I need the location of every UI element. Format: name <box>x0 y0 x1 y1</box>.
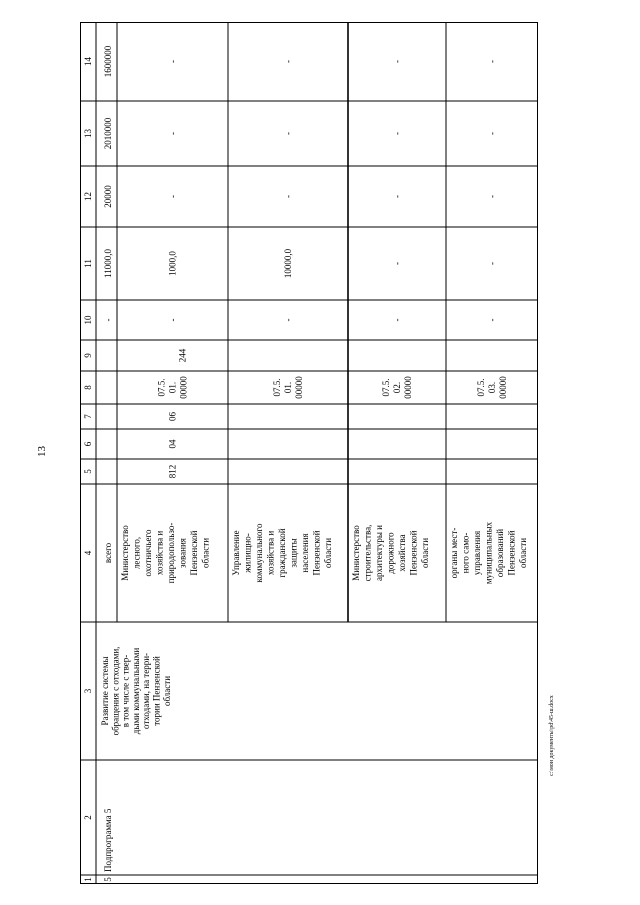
total-label: всего <box>103 542 113 564</box>
executor-col11-3: - <box>392 262 402 265</box>
executor-col7-1: 06 <box>167 412 178 421</box>
column-header-8: 8 <box>83 385 93 390</box>
executor-name-3: Министерство <box>351 525 361 581</box>
executor-name-4: ного само- <box>460 532 471 574</box>
program-name: Подпрограмма 5 <box>103 808 113 872</box>
column-header-7: 7 <box>83 414 93 419</box>
program-description: дыми коммунальными <box>130 647 141 735</box>
executor-name-4: образований <box>495 528 505 578</box>
executor-col6-1: 04 <box>167 439 178 449</box>
file-path-footer: c:\мои документы\pd\45-ш.docx <box>549 695 555 776</box>
executor-col13-2: - <box>283 132 293 135</box>
column-header-4: 4 <box>83 550 93 556</box>
executor-code-4: 07.5. <box>476 378 486 397</box>
column-header-3: 3 <box>83 688 93 694</box>
executor-code-1: 00000 <box>178 376 189 399</box>
executor-col12-3: - <box>392 195 402 198</box>
executor-code-1: 01. <box>167 381 178 394</box>
executor-name-2: гражданской <box>277 528 287 578</box>
program-description: обращения с отходами, <box>110 646 121 736</box>
executor-name-4: муниципальных <box>483 521 494 585</box>
executor-col12-1: - <box>167 195 178 198</box>
executor-col13-4: - <box>487 132 497 135</box>
executor-code-2: 07.5. <box>272 378 282 397</box>
executor-col10-4: - <box>487 318 497 322</box>
column-header-9: 9 <box>83 353 93 358</box>
column-header-6: 6 <box>83 441 93 447</box>
executor-name-2: области <box>323 537 333 569</box>
executor-name-3: дорожного <box>385 532 396 574</box>
executor-code-3: 00000 <box>403 376 413 399</box>
executor-name-1: хозяйства и <box>154 530 165 576</box>
executor-name-2: хозяйства и <box>265 530 276 576</box>
executor-col11-2: 10000,0 <box>283 248 293 279</box>
column-header-13: 13 <box>83 129 93 138</box>
executor-code-2: 00000 <box>294 376 304 399</box>
table-border <box>81 23 538 884</box>
executor-code-1: 07.5. <box>156 378 167 397</box>
executor-col10-2: - <box>283 318 293 322</box>
column-header-5: 5 <box>83 469 93 474</box>
executor-name-3: строительства, <box>362 524 373 582</box>
program-description: отходами, на терри- <box>141 652 152 730</box>
column-header-1: 1 <box>83 877 93 882</box>
executor-code-3: 07.5. <box>381 378 391 397</box>
executor-name-4: органы мест- <box>449 527 459 579</box>
executor-name-2: Пензенской <box>311 530 322 576</box>
total-col11: 11000,0 <box>103 249 113 278</box>
executor-name-1: природопользо- <box>166 522 176 584</box>
executor-name-2: Управление <box>231 530 241 576</box>
column-header-10: 10 <box>83 315 93 325</box>
executor-code-2: 01. <box>283 381 293 394</box>
executor-col5-1: 812 <box>167 464 178 479</box>
executor-name-1: лесного, <box>131 536 142 570</box>
total-col10: - <box>103 318 113 322</box>
executor-col12-4: - <box>487 195 497 198</box>
executor-name-4: управления <box>472 530 482 576</box>
executor-name-3: Пензенской <box>408 530 419 576</box>
executor-name-1: охотничьего <box>143 529 153 577</box>
program-description: в том числе с твер- <box>120 654 131 728</box>
total-col13: 2010000 <box>103 117 113 150</box>
executor-col11-1: 1000,0 <box>167 251 178 276</box>
total-col12: 20000 <box>103 185 113 208</box>
rotated-table-grid <box>80 22 538 884</box>
column-header-2: 2 <box>83 815 93 820</box>
executor-name-1: Пензенской <box>189 530 199 576</box>
column-header-14: 14 <box>83 57 93 66</box>
executor-col12-2: - <box>283 195 293 198</box>
executor-name-2: населения <box>300 533 310 573</box>
executor-col9-1: 244 <box>177 348 188 363</box>
executor-name-3: архитектуры и <box>374 525 384 581</box>
executor-col11-4: - <box>487 262 497 265</box>
executor-col10-1: - <box>167 318 178 322</box>
executor-name-1: области <box>200 537 211 569</box>
executor-name-2: жилищно- <box>242 533 253 573</box>
page-number: 13 <box>36 446 48 457</box>
column-header-11: 11 <box>83 259 93 268</box>
executor-name-4: Пензенской <box>506 530 517 576</box>
executor-code-3: 02. <box>392 381 402 394</box>
executor-name-2: коммунального <box>254 523 264 583</box>
executor-code-4: 00000 <box>498 376 508 399</box>
executor-name-4: области <box>518 537 528 569</box>
executor-col14-1: - <box>167 60 178 63</box>
executor-col13-1: - <box>167 132 178 135</box>
executor-code-4: 03. <box>487 381 497 394</box>
executor-col13-3: - <box>392 132 402 135</box>
program-description: области <box>161 675 172 707</box>
executor-col14-2: - <box>283 60 293 63</box>
executor-name-2: защиты <box>288 538 299 568</box>
total-col14: 1600000 <box>103 45 113 78</box>
executor-col14-4: - <box>487 60 497 63</box>
row-number: 5 <box>103 877 113 882</box>
executor-col10-3: - <box>392 318 402 322</box>
program-description: Развитие системы <box>100 656 110 726</box>
executor-name-1: зования <box>177 538 188 568</box>
budget-table <box>80 22 538 884</box>
executor-name-1: Министерство <box>120 525 130 581</box>
column-header-12: 12 <box>83 192 93 201</box>
executor-name-3: области <box>420 537 430 569</box>
executor-col14-3: - <box>392 60 402 63</box>
executor-name-3: хозяйства <box>397 534 407 572</box>
program-description: тории Пензенской <box>151 656 162 726</box>
